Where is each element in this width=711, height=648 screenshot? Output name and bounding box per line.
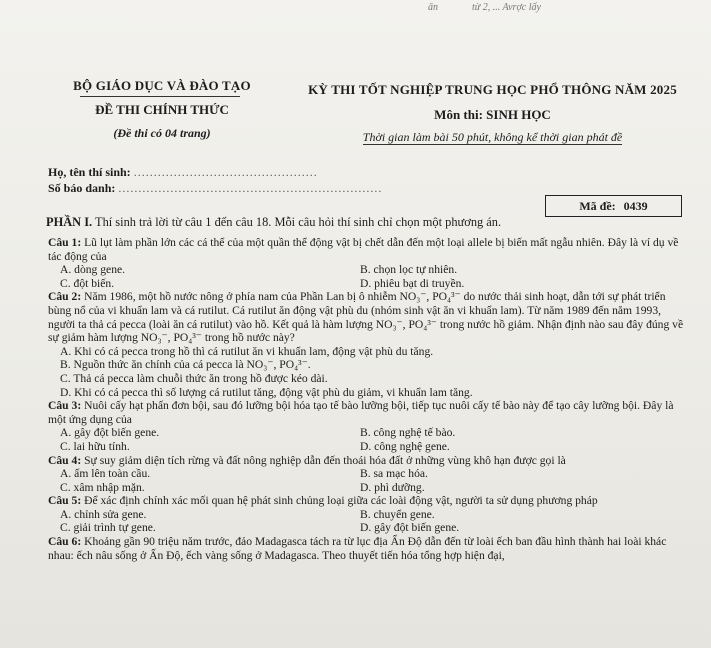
candidate-name-field[interactable]: .............................................. (133, 165, 318, 179)
exam-type: ĐỀ THI CHÍNH THỨC (95, 102, 229, 117)
option-d: D. gây đột biến gene. (360, 521, 460, 535)
subject: Môn thi: SINH HỌC (434, 107, 551, 122)
option-a: A. gây đột biến gene. (60, 426, 160, 440)
question-4-options (60, 467, 688, 494)
option-b: B. công nghệ tế bào. (360, 426, 456, 440)
question-text: Lũ lụt làm phần lớn các cá thể của một quần thể động vật bị chết dẫn đến một loại allele bị biến mất ngẫu nhiên. Đây là ví dụ về tác động của (48, 236, 679, 263)
option-c: C. Thả cá pecca làm chuỗi thức ăn trong hồ được kéo dài. (60, 371, 328, 385)
part1-heading (46, 215, 686, 230)
option-d: D. phì dưỡng. (360, 480, 425, 494)
top-scrap-right: từ 2, ... Avrợc lấy (472, 2, 541, 13)
question-2 (48, 290, 688, 344)
question-number: Câu 3: (48, 399, 82, 413)
question-1-options (60, 263, 688, 290)
candidate-name-label: Họ, tên thí sinh: (48, 165, 131, 179)
top-scrap-left: ān (428, 2, 438, 13)
option-c: C. xâm nhập mặn. (60, 480, 145, 494)
question-text: Để xác định chính xác mối quan hệ phát sinh chủng loại giữa các loài động vật, người ta sử dụng phương pháp (81, 494, 598, 508)
exam-code-value: 0439 (623, 198, 648, 213)
candidate-id-label: Số báo danh: (48, 181, 116, 195)
candidate-id-field[interactable]: .................................................................. (118, 181, 383, 195)
option-b: B. sa mạc hóa. (360, 467, 428, 481)
header-left (62, 78, 262, 141)
ministry-name: BỘ GIÁO DỤC VÀ ĐÀO TẠO (73, 78, 251, 93)
duration (300, 130, 685, 145)
option-c: C. đột biến. (60, 276, 115, 290)
pages-note: (Đề thi có 04 trang) (113, 126, 211, 140)
option-d: D. Khi có cá pecca thì số lượng cá rutilut tăng, động vật phù du giảm, vi khuẩn lam tăng. (60, 385, 473, 399)
option-c: C. lai hữu tính. (60, 439, 130, 453)
question-number: Câu 4: (48, 453, 82, 467)
option-c: C. giải trình tự gene. (60, 521, 156, 535)
candidate-name-row (48, 165, 318, 180)
question-number: Câu 2: (48, 290, 82, 304)
question-text: Sự suy giảm diện tích rừng và đất nông nghiệp dẫn đến thoái hóa đất ở những vùng khô hạn được gọi là (81, 453, 566, 467)
question-3-options (60, 426, 688, 453)
option-a: A. ấm lên toàn cầu. (60, 467, 151, 481)
duration-text: Thời gian làm bài 50 phút, không kể thời gian phát đề (362, 130, 623, 144)
option-a: A. Khi có cá pecca trong hồ thì cá rutilut ăn vi khuẩn lam, động vật phù du tăng. (60, 344, 434, 358)
question-6 (48, 535, 688, 562)
question-5-options (60, 508, 688, 535)
option-a: A. dòng gene. (60, 263, 126, 277)
question-1 (48, 236, 688, 263)
option-a: A. chỉnh sửa gene. (60, 507, 147, 521)
exam-code-label: Mã đề: (579, 198, 616, 213)
exam-code-box (545, 195, 682, 217)
part1-instruction: Thí sinh trả lời từ câu 1 đến câu 18. Mỗi câu hỏi thí sinh chỉ chọn một phương án. (92, 215, 502, 229)
question-number: Câu 1: (48, 236, 82, 249)
question-3 (48, 399, 688, 426)
candidate-id-row (48, 181, 382, 196)
top-scrap-text (360, 0, 711, 18)
option-b: B. Nguồn thức ăn chính của cá pecca là NO₃⁻, PO₄³⁻. (60, 358, 311, 372)
question-number: Câu 5: (48, 494, 82, 508)
option-b: B. chọn lọc tự nhiên. (360, 263, 458, 277)
question-text: Năm 1986, một hồ nước nông ở phía nam của Phần Lan bị ô nhiễm NO₃⁻, PO₄³⁻ do nước thải sinh hoạt, dẫn tới sự phát triển bùng nổ của vi khuẩn lam và cá rutilut. Cá rutilut ăn động vật phù du (nhóm sinh vật ăn vi khuẩn lam). Từ năm 1989 đến năm 1993, người ta thả cá pecca (loài ăn cá rutilut) vào hồ. Kết quả là hàm lượng NO₃⁻, PO₄³⁻ trong nước hồ giảm. Nhận định nào sau đây đúng về sự giảm hàm lượng NO₃⁻, PO₄³⁻ trong hồ nước này? (48, 290, 684, 345)
question-number: Câu 6: (48, 535, 82, 549)
header-right (300, 82, 685, 145)
question-4 (48, 454, 688, 468)
option-d: D. phiêu bạt di truyền. (360, 276, 465, 290)
question-text: Nuôi cấy hạt phấn đơn bội, sau đó lưỡng bội hóa tạo tế bào lưỡng bội, tiếp tục nuôi cấy tế bào này để tạo cây lưỡng bội. Đây là một ứng dụng của (48, 399, 674, 426)
ministry-underline (80, 96, 240, 97)
question-text: Khoảng gần 90 triệu năm trước, đảo Madagasca tách ra từ lục địa Ấn Độ dẫn đến từ loài ếch ban đầu hình thành hai loài khác nhau: ếch nâu sống ở Ấn Độ, ếch vàng sống ở Madagasca. Theo thuyết tiến hóa tổng hợp hiện đại, (48, 535, 667, 562)
option-d: D. công nghệ gene. (360, 439, 450, 453)
option-b: B. chuyển gene. (360, 507, 435, 521)
question-5 (48, 494, 688, 508)
exam-title: KỲ THI TỐT NGHIỆP TRUNG HỌC PHỔ THÔNG NĂM 2025 (308, 82, 677, 97)
part1-title: PHẦN I. (46, 215, 93, 229)
questions (48, 236, 688, 562)
